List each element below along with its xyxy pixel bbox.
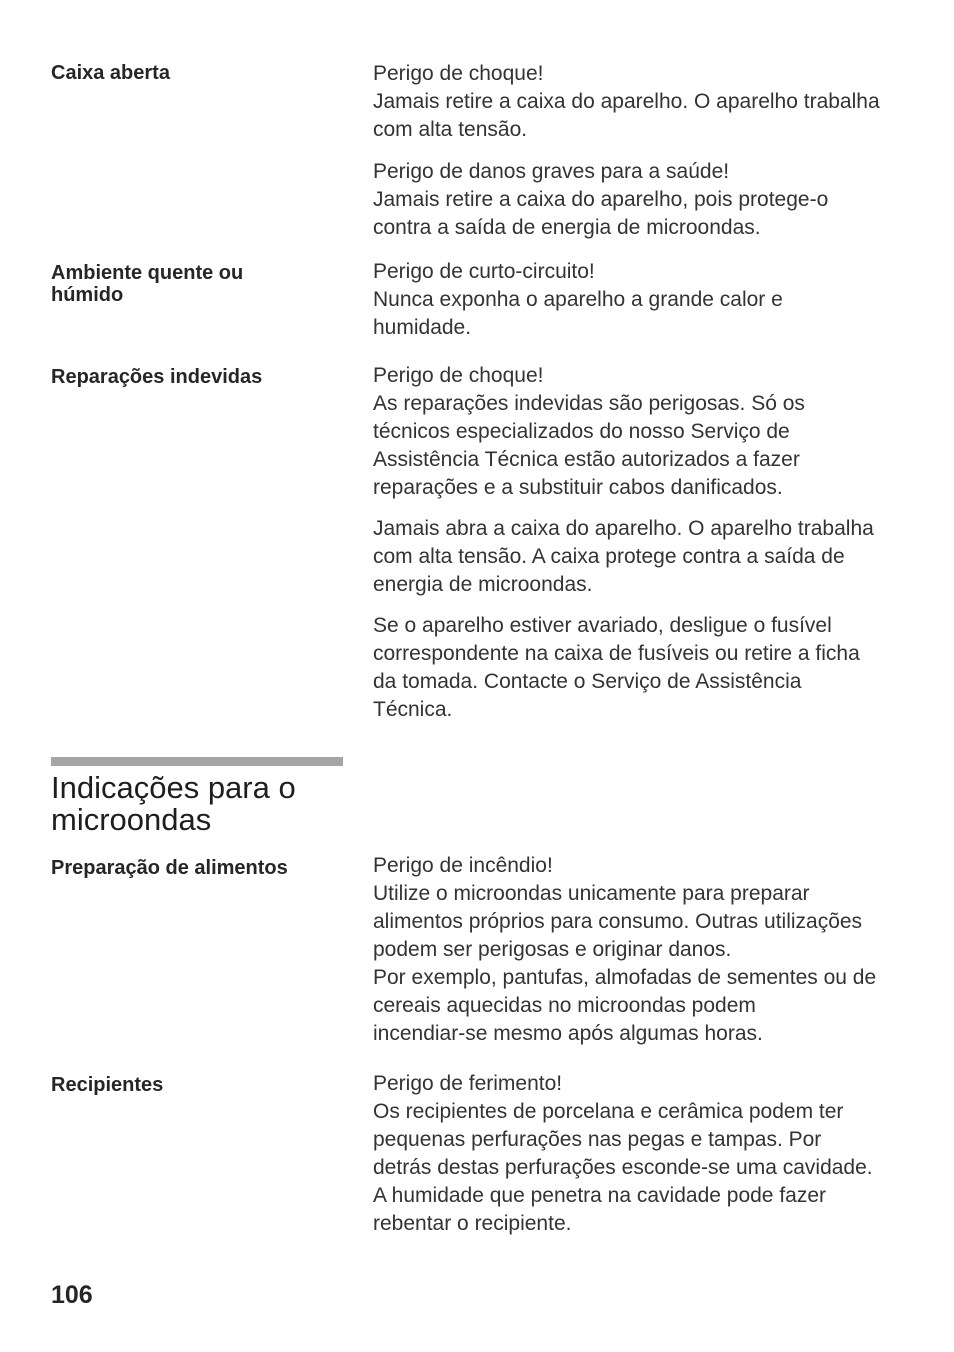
text-line: podem ser perigosas e originar danos. bbox=[373, 938, 732, 961]
entry-text-reparacoes-indevidas bbox=[373, 362, 918, 724]
text-line: Nunca exponha o aparelho a grande calor e bbox=[373, 288, 783, 311]
text-line: Técnica. bbox=[373, 698, 453, 721]
entry-label-reparacoes-indevidas: Reparações indevidas bbox=[51, 366, 263, 388]
text-line: Perigo de choque! bbox=[373, 62, 544, 85]
text-line: cereais aquecidas no microondas podem bbox=[373, 994, 756, 1017]
text-line: humidade. bbox=[373, 316, 472, 339]
entry-label-preparacao-alimentos: Preparação de alimentos bbox=[51, 857, 288, 879]
paragraph bbox=[373, 158, 918, 242]
paragraph bbox=[373, 258, 918, 342]
text-line: Se o aparelho estiver avariado, desligue o fusível bbox=[373, 614, 832, 637]
paragraph bbox=[373, 515, 918, 599]
text-line: Utilize o microondas unicamente para preparar bbox=[373, 882, 810, 905]
paragraph bbox=[373, 852, 918, 1048]
text-line: A humidade que penetra na cavidade pode fazer bbox=[373, 1184, 827, 1207]
text-line: incendiar-se mesmo após algumas horas. bbox=[373, 1022, 763, 1045]
text-line: Perigo de danos graves para a saúde! bbox=[373, 160, 730, 183]
entry-text-caixa-aberta bbox=[373, 60, 918, 242]
text-line: Os recipientes de porcelana e cerâmica podem ter bbox=[373, 1100, 844, 1123]
section-title: Indicações para o microondas bbox=[51, 770, 296, 837]
text-line: pequenas perfurações nas pegas e tampas. Por bbox=[373, 1128, 822, 1151]
section-divider-bar bbox=[51, 757, 343, 766]
text-line: técnicos especializados do nosso Serviço de bbox=[373, 420, 790, 443]
paragraph bbox=[373, 1070, 918, 1238]
entry-text-ambiente-quente bbox=[373, 258, 918, 342]
text-line: contra a saída de energia de microondas. bbox=[373, 216, 761, 239]
text-line: Perigo de curto-circuito! bbox=[373, 260, 595, 283]
paragraph bbox=[373, 612, 918, 724]
paragraph bbox=[373, 362, 918, 502]
entry-label-recipientes: Recipientes bbox=[51, 1074, 164, 1096]
text-line: detrás destas perfurações esconde-se uma cavidade. bbox=[373, 1156, 873, 1179]
text-line: energia de microondas. bbox=[373, 573, 593, 596]
text-line: alimentos próprios para consumo. Outras utilizações bbox=[373, 910, 863, 933]
text-line: com alta tensão. A caixa protege contra a saída de bbox=[373, 545, 845, 568]
text-line: Perigo de choque! bbox=[373, 364, 544, 387]
text-line: Perigo de ferimento! bbox=[373, 1072, 563, 1095]
entry-text-preparacao-alimentos bbox=[373, 852, 918, 1048]
entry-label-ambiente-quente: Ambiente quente ou húmido bbox=[51, 262, 244, 306]
text-line: As reparações indevidas são perigosas. Só os bbox=[373, 392, 805, 415]
paragraph bbox=[373, 60, 918, 144]
text-line: Assistência Técnica estão autorizados a fazer bbox=[373, 448, 800, 471]
text-line: da tomada. Contacte o Serviço de Assistência bbox=[373, 670, 802, 693]
page-number: 106 bbox=[51, 1281, 93, 1309]
text-line: com alta tensão. bbox=[373, 118, 528, 141]
text-line: correspondente na caixa de fusíveis ou retire a ficha bbox=[373, 642, 860, 665]
text-line: Jamais retire a caixa do aparelho. O aparelho trabalha bbox=[373, 90, 880, 113]
text-line: reparações e a substituir cabos danificados. bbox=[373, 476, 783, 499]
entry-text-recipientes bbox=[373, 1070, 918, 1238]
text-line: rebentar o recipiente. bbox=[373, 1212, 572, 1235]
text-line: Por exemplo, pantufas, almofadas de sementes ou de bbox=[373, 966, 877, 989]
text-line: Jamais retire a caixa do aparelho, pois protege-o bbox=[373, 188, 829, 211]
text-line: Perigo de incêndio! bbox=[373, 854, 553, 877]
entry-label-caixa-aberta: Caixa aberta bbox=[51, 62, 170, 84]
text-line: Jamais abra a caixa do aparelho. O aparelho trabalha bbox=[373, 517, 874, 540]
